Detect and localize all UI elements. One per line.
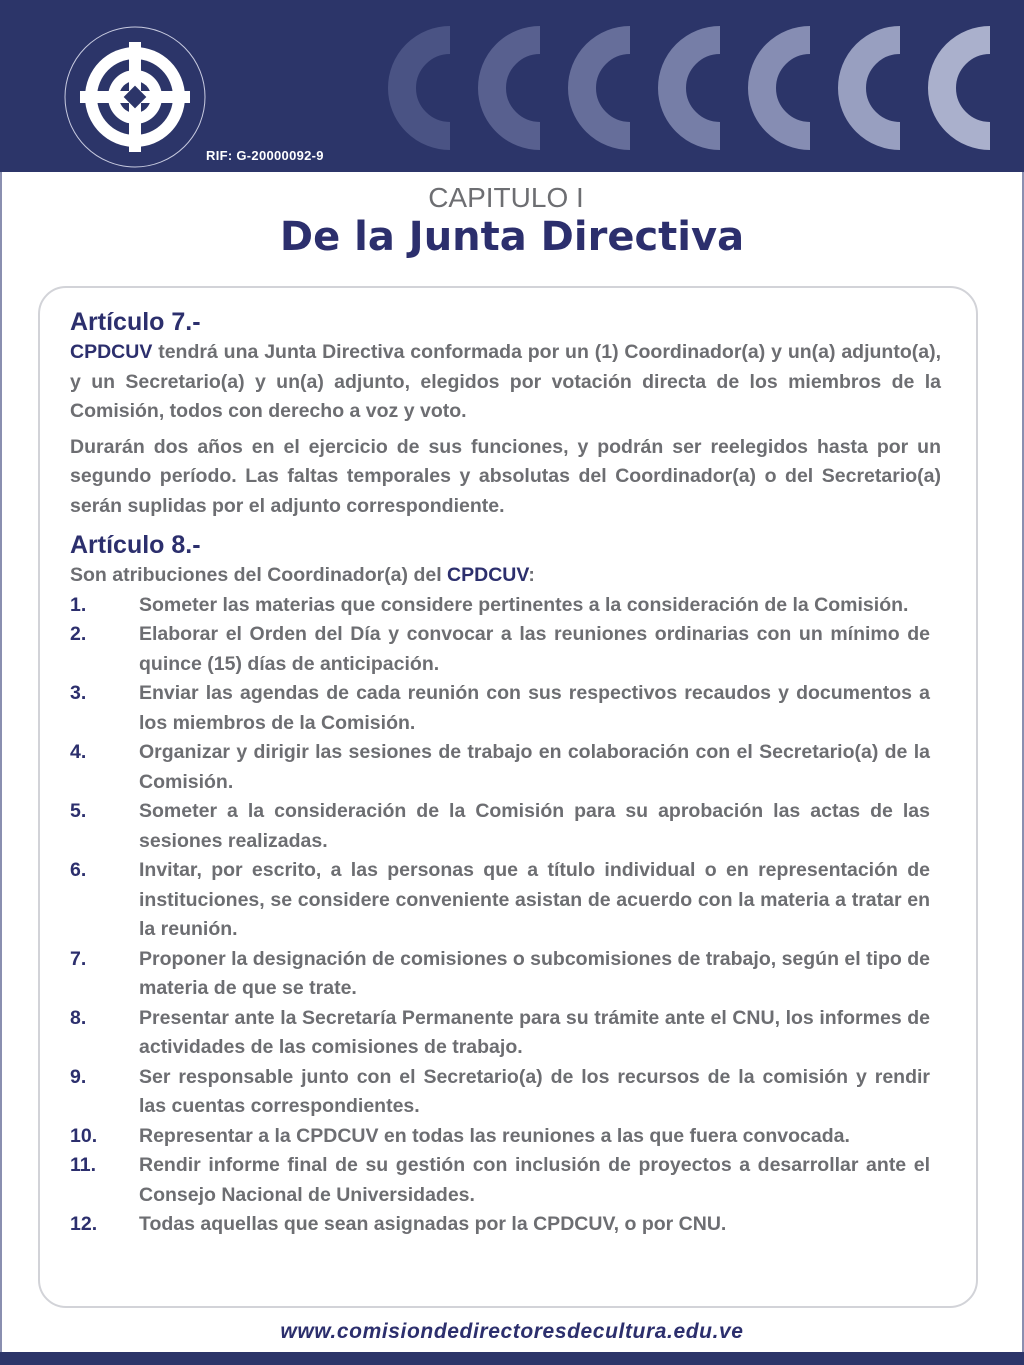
footer-bar xyxy=(0,1352,1024,1365)
item-text: Rendir informe final de su gestión con inclusión de proyectos a desarrollar ante el Consejo Nacional de Universidades. xyxy=(139,1154,930,1206)
list-item xyxy=(70,738,930,797)
item-number: 2. xyxy=(70,623,87,645)
list-item xyxy=(70,679,930,738)
item-text: Elaborar el Orden del Día y convocar a las reuniones ordinarias con un mínimo de quince (15) días de anticipación. xyxy=(139,623,930,675)
item-text: Someter a la consideración de la Comisión para su aprobación las actas de las sesiones realizadas. xyxy=(139,800,930,852)
website-url: www.comisiondedirectoresdecultura.edu.ve xyxy=(280,1320,744,1343)
item-number: 7. xyxy=(70,947,87,970)
item-text: Todas aquellas que sean asignadas por la CPDCUV, o por CNU. xyxy=(139,1213,727,1235)
chapter-label: CAPITULO I xyxy=(428,182,584,213)
item-text: Someter las materias que considere pertinentes a la consideración de la Comisión. xyxy=(139,593,909,616)
item-text: Organizar y dirigir las sesiones de trabajo en colaboración con el Secretario(a) de la Comisión. xyxy=(139,741,930,793)
item-text: Ser responsable junto con el Secretario(a) de los recursos de la comisión y rendir las cuentas correspondientes. xyxy=(139,1065,930,1117)
list-item xyxy=(70,1063,930,1122)
list-item xyxy=(70,1210,930,1240)
attributions-list xyxy=(70,591,930,1240)
list-item xyxy=(70,591,930,621)
article-7-paragraph-1-text: tendrá una Junta Directiva conformada por un (1) Coordinador(a) y un(a) adjunto(a), y un Secretario(a) y un(a) adjunto, elegidos por votación directa de los miembros de la Comisión, todos con derecho a voz y voto. xyxy=(70,341,941,422)
item-text: Representar a la CPDCUV en todas las reuniones a las que fuera convocada. xyxy=(139,1124,850,1147)
organization-logo xyxy=(60,22,210,172)
item-number: 3. xyxy=(70,682,87,704)
org-acronym: CPDCUV xyxy=(70,341,153,363)
list-item xyxy=(70,945,930,1004)
item-text: Invitar, por escrito, a las personas que a título individual o en representación de instituciones, se considere conveniente asistan de acuerdo con la materia a tratar en la reunión. xyxy=(139,859,930,940)
item-text: Enviar las agendas de cada reunión con sus respectivos recaudos y documentos a los miembros de la Comisión. xyxy=(139,682,930,734)
item-text: Proponer la designación de comisiones o subcomisiones de trabajo, según el tipo de materia de que se trate. xyxy=(139,947,930,999)
page-title: De la Junta Directiva xyxy=(279,214,745,260)
item-number: 6. xyxy=(70,859,87,881)
item-number: 11. xyxy=(70,1154,97,1176)
article-7-heading: Artículo 7.- xyxy=(70,308,201,336)
article-8-intro xyxy=(70,561,941,591)
list-item xyxy=(70,1122,930,1152)
article-8-heading: Artículo 8.- xyxy=(70,531,201,559)
frame-line-left xyxy=(0,172,2,1352)
article-7-paragraph-2: Durarán dos años en el ejercicio de sus funciones, y podrán ser reelegidos hasta por un segundo período. Las faltas temporales y absolutas del Coordinador(a) o del Secretario(a) serán suplidas por el adjunto correspondiente. xyxy=(70,435,941,517)
item-number: 5. xyxy=(70,800,87,822)
rif-number: RIF: G-20000092-9 xyxy=(206,148,324,163)
item-text: Presentar ante la Secretaría Permanente para su trámite ante el CNU, los informes de actividades de las comisiones de trabajo. xyxy=(139,1006,930,1058)
item-number: 8. xyxy=(70,1006,87,1029)
list-item xyxy=(70,620,930,679)
article-8-intro-colon: : xyxy=(528,564,535,586)
item-number: 1. xyxy=(70,593,87,616)
list-item xyxy=(70,797,930,856)
item-number: 10. xyxy=(70,1124,98,1147)
article-8-intro-text: Son atribuciones del Coordinador(a) del xyxy=(70,564,448,586)
item-number: 4. xyxy=(70,741,87,763)
org-acronym: CPDCUV xyxy=(447,564,529,586)
item-number: 12. xyxy=(70,1213,98,1235)
item-number: 9. xyxy=(70,1065,87,1088)
article-content xyxy=(70,306,941,1240)
header-banner xyxy=(0,0,1024,172)
list-item xyxy=(70,856,930,945)
article-7-paragraph-1 xyxy=(70,338,941,427)
list-item xyxy=(70,1004,930,1063)
list-item xyxy=(70,1151,930,1210)
